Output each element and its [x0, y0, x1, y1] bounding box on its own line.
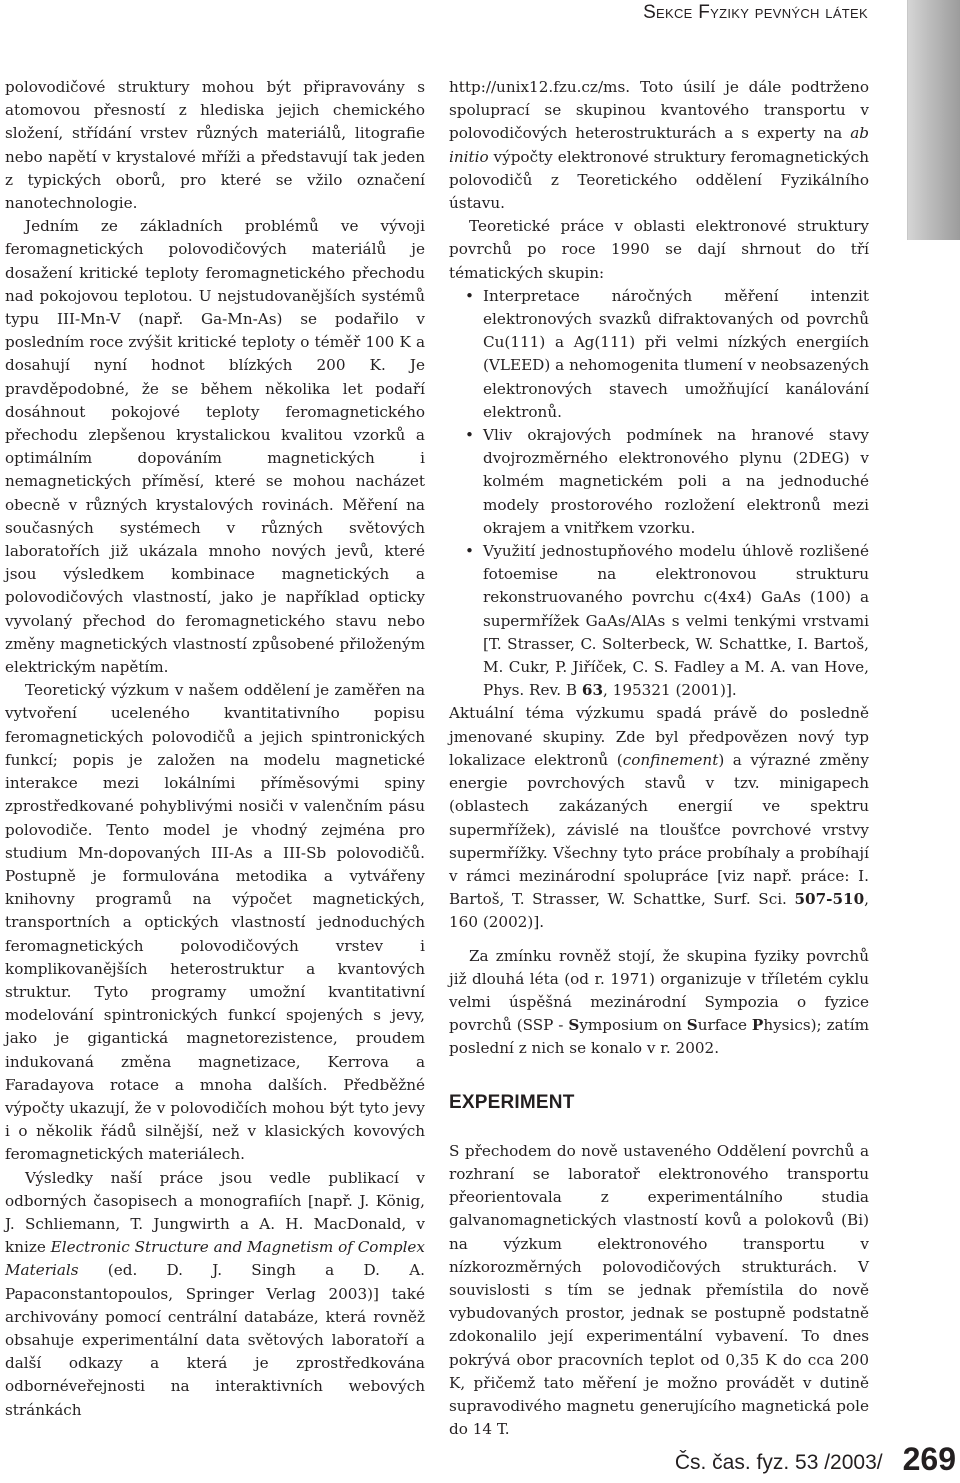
italic-term: confinement [622, 750, 719, 769]
journal-reference: Čs. čas. fyz. 53 /2003/ [674, 1451, 883, 1474]
paragraph [449, 945, 869, 1061]
acronym-letter: P [751, 1016, 764, 1035]
right-column [449, 76, 869, 1441]
list-item: • Interpretace náročných měření intenzit elektronových svazků difraktovaných od povrchů Cu(111) a Ag(111) při velmi nízkých energiích (VLEED) a nehomogenita tlumení v neobsazených elektronových stavech umožňující kanálování elektronů. [483, 285, 869, 424]
running-header: Sekce Fyziky pevných látek [643, 2, 868, 23]
text-run: Výsledky naší práce jsou vedle publikací v odborných časopisech a monografiích [např. J. König, J. Schliemann, T. Jungwirth a A. H. MacDonald, v knize [5, 1168, 425, 1257]
paragraph: Teoretické práce v oblasti elektronové struktury povrchů po roce 1990 se dají shrnout do tří tématických skupin: [449, 217, 869, 282]
text-run: hysics); zatím poslední z nich se konalo v r. 2002. [449, 1016, 870, 1058]
section-heading: EXPERIMENT [449, 1091, 575, 1113]
page-edge-tab [907, 0, 960, 240]
text-run: (ed. D. J. Singh a D. A. Papaconstantopoulos, Springer Verlag 2003)] také archivovány pomocí centrální databáze, která rovněž obsahuje experimentální data světových laboratoří a další odkazy a která je zprostředkována odbornéveřejnosti na interaktivních webových stránkách [5, 1261, 425, 1419]
page-number: 269 [902, 1441, 956, 1477]
acronym-letter: S [686, 1016, 698, 1035]
volume-number: 507-510 [794, 890, 865, 909]
paragraph: polovodičové struktury mohou být připravovány s atomovou přesností z hlediska jejich chemického složení, střídání vrstev různých materiálů, litografie nebo napětí v krystalové mříži a představují tak jeden z typických oborů, pro které se vžilo označení nanotechnologie. [5, 78, 425, 213]
text-run: , 160 (2002)]. [449, 890, 869, 932]
book-title: Electronic Structure and Magnetism of Complex Materials [5, 1238, 425, 1280]
paragraph: Jedním ze základních problémů ve vývoji feromagnetických polovodičových materiálů je dosažení kritické teploty feromagnetického přechodu nad pokojovou teplotou. U nejstudovanějších systémů typu III-Mn-V (např. Ga-Mn-As) se podařilo v posledním roce zvýšit kritické teploty o téměř 100 K a dosahují nyní hodnot blízkých 200 K. Je pravděpodobné, že se během několika let podaří dosáhnout pokojové teploty feromagnetického přechodu zlepšenou krystalickou kvalitou vzorků a optimálním dopováním magnetických i nemagnetických příměsí, které se mohou nacházet obecně v různých krystalových rovinách. Měření na současných systémech v různých světových laboratořích již ukázala mnoho nových jevů, které jsou výsledkem kombinace magnetických a polovodičových vlastností, jako je například opticky vyvolaný přechod do feromagnetického stavu nebo změny magnetických vlastností způsobené přiloženým elektrickým napětím. [5, 217, 425, 677]
volume-number: 63 [581, 681, 604, 700]
acronym-letter: S [568, 1016, 580, 1035]
paragraph [449, 702, 869, 934]
text-run: výpočty elektronové struktury feromagnetických polovodičů z Teoretického oddělení Fyzikálního ústavu. [449, 147, 869, 213]
text-run: Za zmínku rovněž stojí, že skupina fyziky povrchů již dlouhá léta (od r. 1971) organizuje v tříletém cyklu velmi úspěšná mezinárodní Sympozia o fyzice povrchů (SSP - [449, 946, 869, 1035]
paragraph [5, 1167, 425, 1422]
web-link[interactable]: http://unix12.fzu.cz/ms [449, 78, 626, 96]
page-footer [675, 1438, 956, 1478]
left-column [5, 76, 425, 1422]
text-run: ymposium on [579, 1016, 687, 1035]
paragraph: S přechodem do nově ustaveného Oddělení povrchů a rozhraní se laboratoř elektronového transportu přeorientovala z experimentálního studia galvanomagnetických vlastností kovů a polokovů (Bi) na výzkum elektronového transportu v nízkorozměrných polovodičových strukturách. V souvislosti s tím se jednak přemístila do nově vybudovaných prostor, jednak se postupně podstatně zdokonalilo její experimentální vybavení. To dnes pokrývá obor pracovních teplot od 0,35 K do cca 200 K, přičemž tato měření je možno provádět v dutině supravodivého magnetu generujícího magnetická pole do 14 T. [449, 1141, 869, 1439]
text-run: . Toto úsilí je dále podtrženo spoluprací se skupinou kvantového transportu v polovodičových heterostrukturách a s experty na [449, 78, 869, 143]
text-run: Využití jednostupňového modelu úhlově rozlišené fotoemise na elektronovou strukturu rekonstruovaného povrchu c(4x4) GaAs (100) a supermřížek GaAs/AlAs s velmi tenkými vrstvami [T. Strasser, C. Solterbeck, W. Schattke, I. Bartoš, M. Cukr, P. Jiříček, C. S. Fadley a M. A. van Hove, Phys. Rev. B [483, 542, 869, 700]
text-run: urface [697, 1016, 752, 1035]
list-item [483, 540, 869, 702]
italic-term: ab initio [449, 124, 869, 166]
text-run: Aktuální téma výzkumu spadá právě do posledně jmenované skupiny. Zde byl předpovězen nový typ lokalizace elektronů ( [449, 704, 869, 769]
list-item: • Vliv okrajových podmínek na hranové stavy dvojrozměrného elektronového plynu (2DEG) v kolmém magnetickém poli a na jednoduché modely prostorového rozložení elektronů mezi okrajem a vnitřkem vzorku. [483, 424, 869, 540]
paragraph: Teoretický výzkum v našem oddělení je zaměřen na vytvoření uceleného kvantitativního popisu feromagnetických polovodičů a jejich spintronických funkcí; popis je založen na modelu magnetické interakce mezi lokálními příměsovými spiny zprostředkované pohyblivými nosiči v valenčním pásu polovodiče. Tento model je vhodný zejména pro studium Mn-dopovaných III-As a III-Sb polovodičů. Postupně je formulována metodika a vytvářeny knihovny programů na výpočet magnetických, transportních a optických vlastností jednoduchých feromagnetických polovodičových vrstev i komplikovanějších heterostruktur a kvantových struktur. Tyto programy umožní kvantitativní modelování spintronických funkcí spojených s jevy, jako je gigantická magnetorezistence, proudem indukovaná změna magnetizace, Kerrova a Faradayova rotace a mnoha dalších. Předběžné výpočty ukazují, že v polovodičích mohou být tyto jevy i o několik řádů silnější, než v klasických kovových feromagnetických materiálech. [5, 681, 425, 1164]
text-run: , 195321 (2001)]. [603, 681, 737, 700]
paragraph [449, 76, 869, 215]
topic-list [449, 285, 869, 703]
text-run: ) a výrazné změny energie povrchových stavů v tzv. minigapech (oblastech zakázaných energií ve spektru supermřížek), závislé na tloušťce povrchové vrstvy supermřížky. Všechny tyto práce probíhaly a probíhají v rámci mezinárodní spolupráce [viz např. práce: I. Bartoš, T. Strasser, W. Schattke, Surf. Sci. [449, 750, 869, 909]
